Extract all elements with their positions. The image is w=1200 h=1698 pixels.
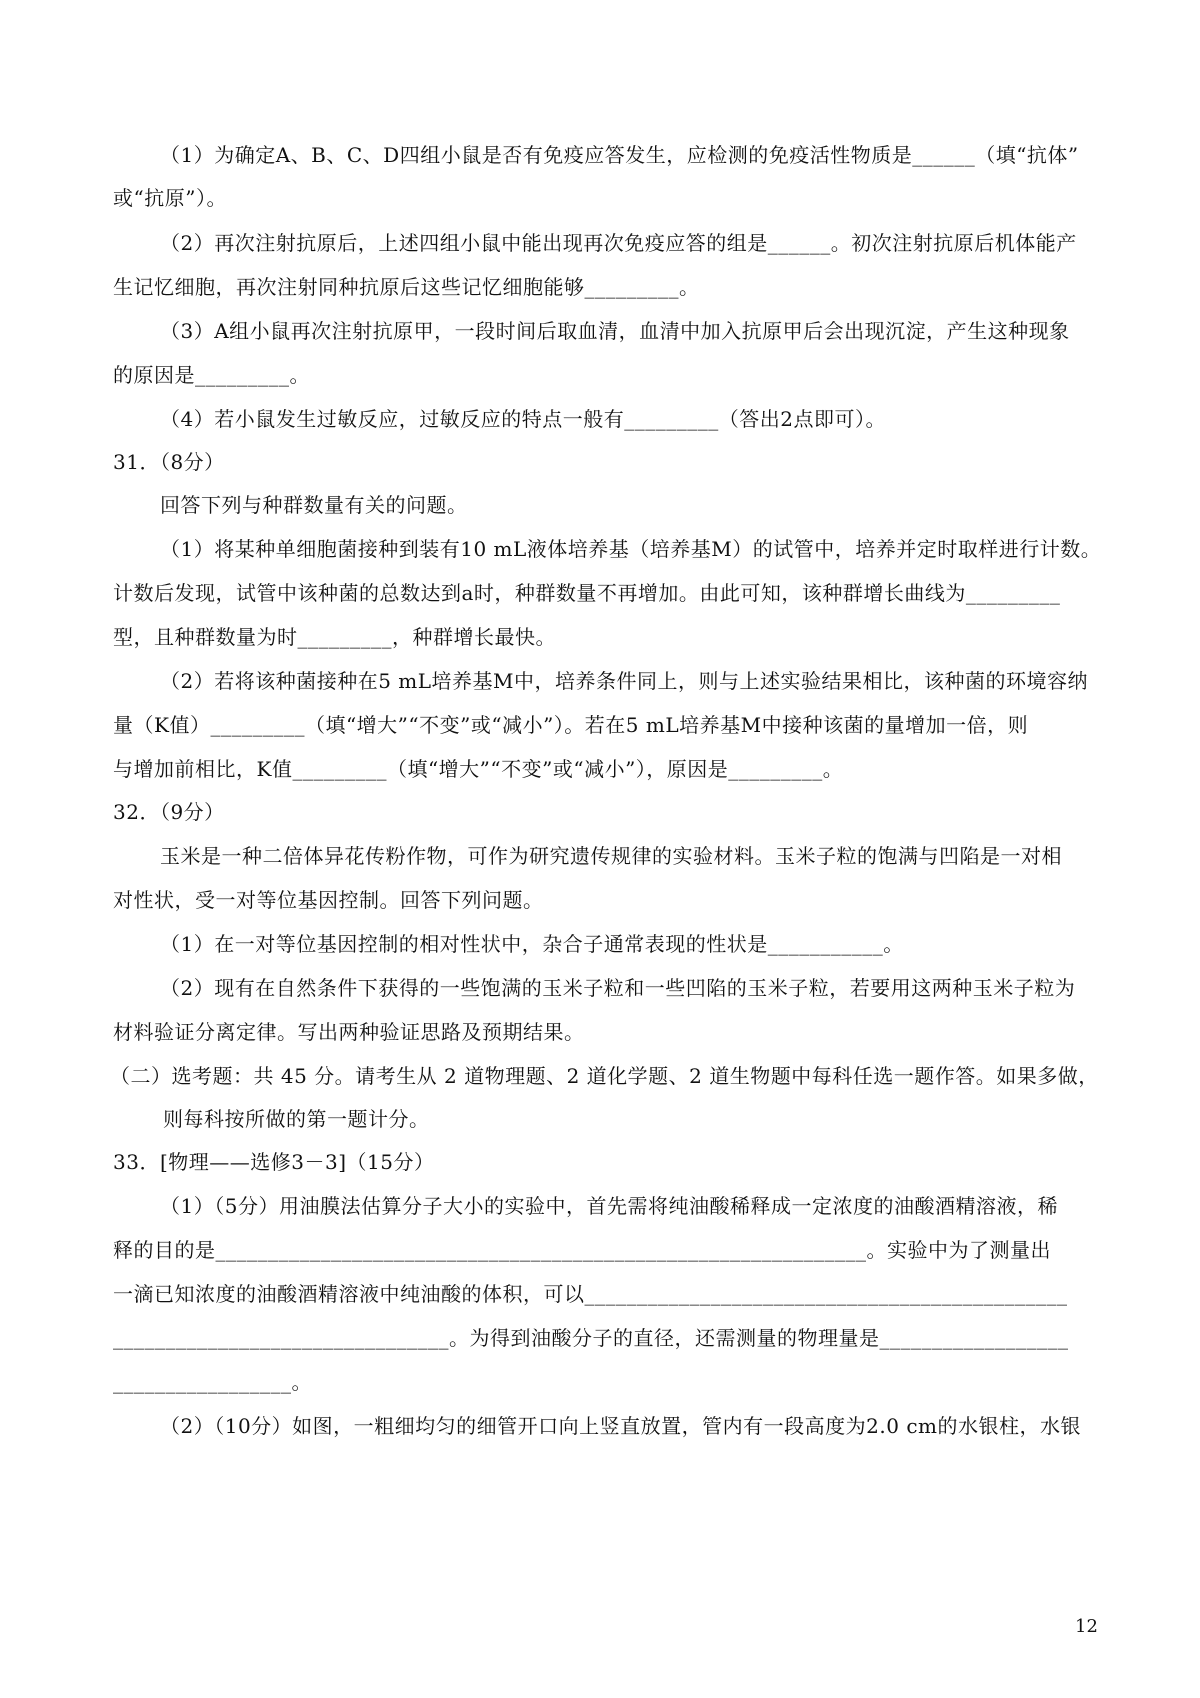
q33-part2-line1: （2）（10分）如图，一粗细均匀的细管开口向上竖直放置，管内有一段高度为2.0 cm的水银柱，水银: [160, 1414, 1082, 1438]
elective-section-line1: （二）选考题：共 45 分。请考生从 2 道物理题、2 道化学题、2 道生物题中每科任选一题作答。如果多做，: [110, 1064, 1099, 1088]
q30-part2-line2: 生记忆细胞，再次注射同种抗原后这些记忆细胞能够_________。: [113, 275, 700, 299]
q30-part3-line2: 的原因是_________。: [113, 363, 310, 387]
q30-part2-line1: （2）再次注射抗原后，上述四组小鼠中能出现再次免疫应答的组是______。初次注射抗原后机体能产: [160, 231, 1077, 255]
q30-part3-line1: （3）A组小鼠再次注射抗原甲，一段时间后取血清，血清中加入抗原甲后会出现沉淀，产生这种现象: [160, 319, 1070, 343]
q32-intro-line2: 对性状，受一对等位基因控制。回答下列问题。: [113, 888, 544, 912]
q32-intro-line1: 玉米是一种二倍体异花传粉作物，可作为研究遗传规律的实验材料。玉米子粒的饱满与凹陷是一对相: [160, 844, 1062, 868]
q33-part1-line4: ________________________________。为得到油酸分子的直径，还需测量的物理量是__________________: [113, 1326, 1069, 1350]
q33-heading: 33．[物理——选修3－3]（15分）: [113, 1150, 435, 1174]
q32-part1-line1: （1）在一对等位基因控制的相对性状中，杂合子通常表现的性状是___________。: [160, 932, 904, 956]
q30-part1-line1: （1）为确定A、B、C、D四组小鼠是否有免疫应答发生，应检测的免疫活性物质是______（填“抗体”: [160, 143, 1079, 167]
q32-part2-line2: 材料验证分离定律。写出两种验证思路及预期结果。: [113, 1020, 585, 1044]
q33-part1-line5: _________________。: [113, 1370, 312, 1394]
elective-section-line2: 则每科按所做的第一题计分。: [163, 1107, 430, 1131]
q30-part4-line1: （4）若小鼠发生过敏反应，过敏反应的特点一般有_________（答出2点即可）。: [160, 407, 886, 431]
q31-part2-line1: （2）若将该种菌接种在5 mL培养基M中，培养条件同上，则与上述实验结果相比，该种菌的环境容纳: [160, 669, 1089, 693]
q31-intro: 回答下列与种群数量有关的问题。: [160, 493, 468, 517]
q31-part2-line3: 与增加前相比，K值_________（填“增大”“不变”或“减小”），原因是_________。: [113, 757, 844, 781]
q31-heading: 31．（8分）: [113, 450, 225, 474]
q31-part1-line1: （1）将某种单细胞菌接种到装有10 mL液体培养基（培养基M）的试管中，培养并定时取样进行计数。: [160, 537, 1102, 561]
q32-heading: 32．（9分）: [113, 800, 225, 824]
q33-part1-line3: 一滴已知浓度的油酸酒精溶液中纯油酸的体积，可以______________________________________________: [113, 1282, 1068, 1306]
q31-part1-line3: 型，且种群数量为时_________，种群增长最快。: [113, 625, 556, 649]
q31-part2-line2: 量（K值）_________（填“增大”“不变”或“减小”）。若在5 mL培养基M中接种该菌的量增加一倍，则: [113, 713, 1029, 737]
q33-part1-line2: 释的目的是______________________________________________________________。实验中为了测量出: [113, 1238, 1051, 1262]
q30-part1-line2: 或“抗原”）。: [113, 186, 227, 210]
page-number: 12: [1075, 1616, 1098, 1637]
q31-part1-line2: 计数后发现，试管中该种菌的总数达到a时，种群数量不再增加。由此可知，该种群增长曲线为_________: [113, 581, 1061, 605]
q33-part1-line1: （1）（5分）用油膜法估算分子大小的实验中，首先需将纯油酸稀释成一定浓度的油酸酒精溶液，稀: [160, 1194, 1058, 1218]
q32-part2-line1: （2）现有在自然条件下获得的一些饱满的玉米子粒和一些凹陷的玉米子粒，若要用这两种玉米子粒为: [160, 976, 1076, 1000]
